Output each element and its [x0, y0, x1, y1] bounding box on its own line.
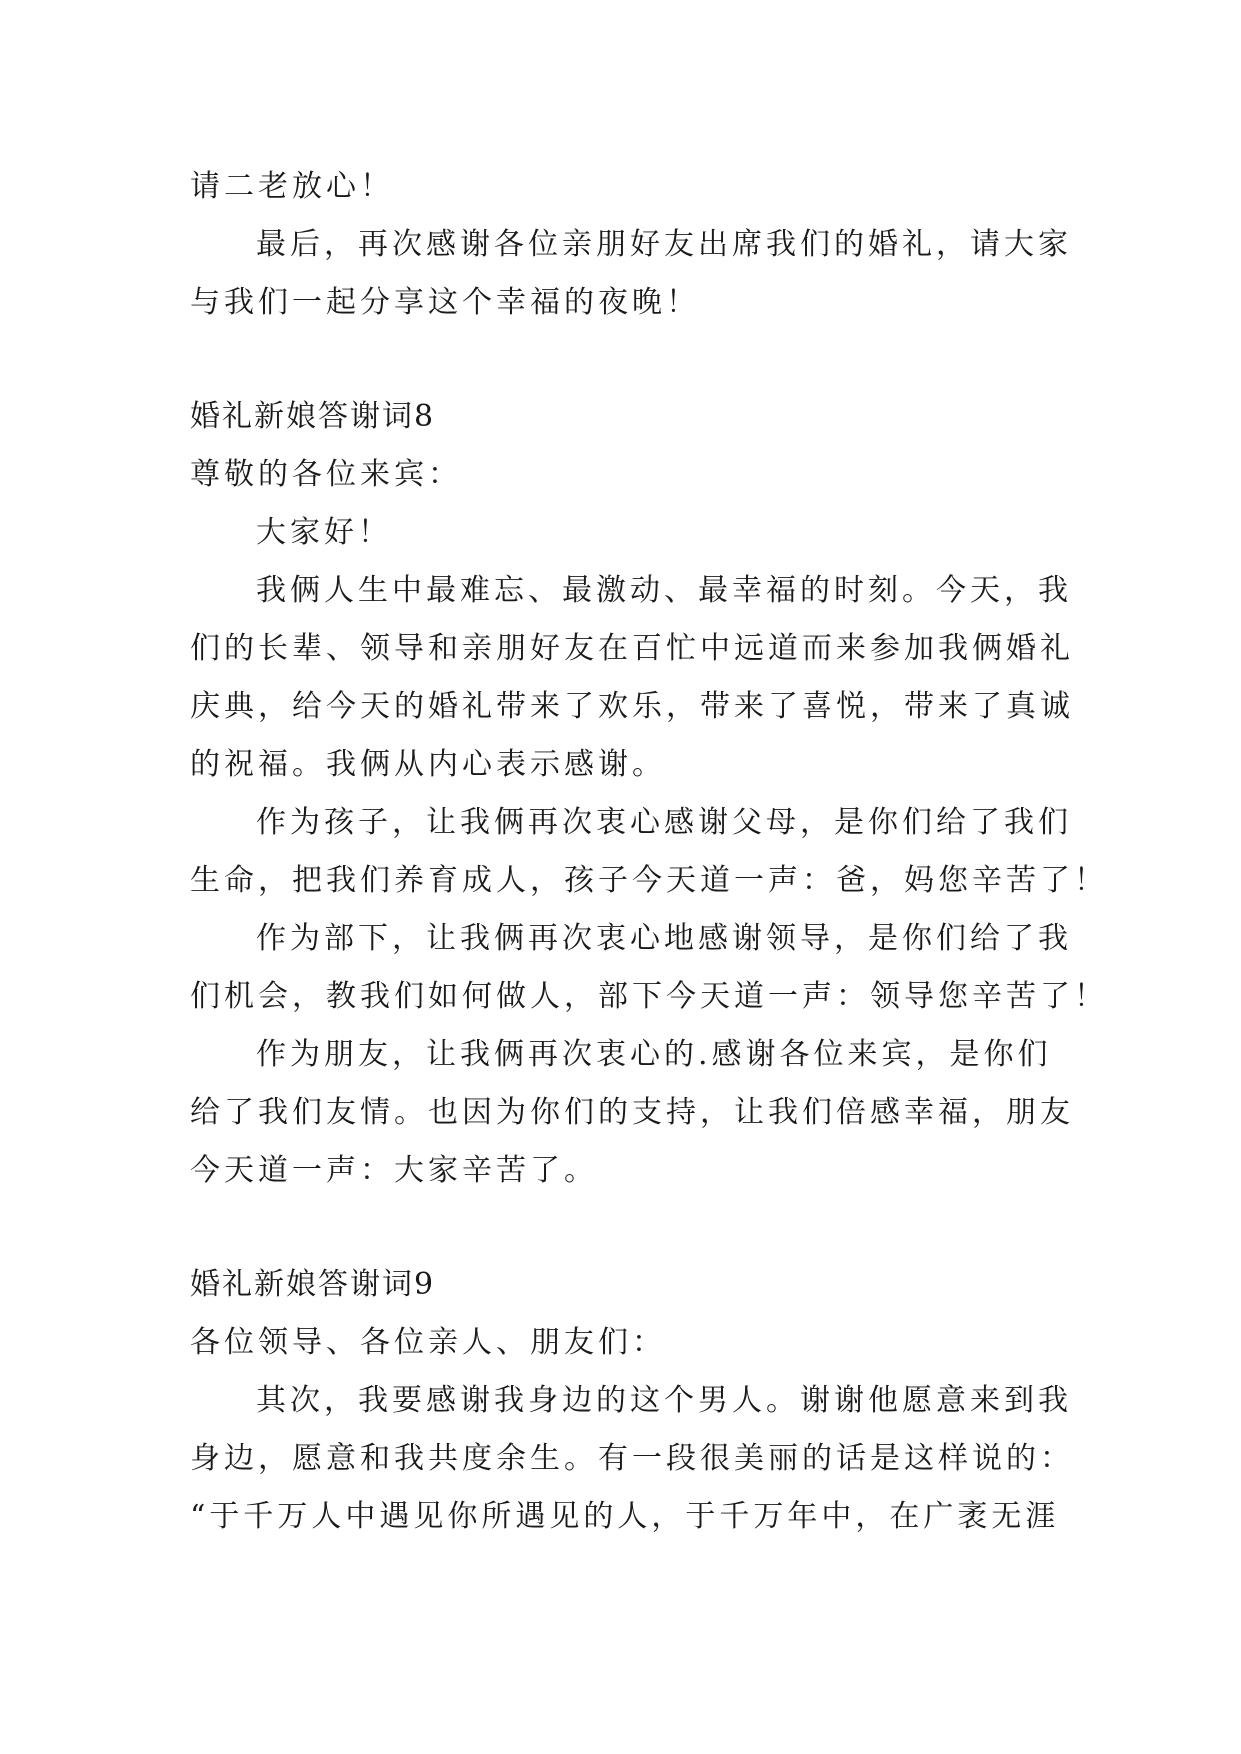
paragraph-first-line: 作为部下，让我俩再次衷心地感谢领导，是你们给了我: [256, 921, 1072, 956]
paragraph-first-line: 最后，再次感谢各位亲朋好友出席我们的婚礼，请大家: [256, 227, 1072, 262]
paragraph-first-line: 其次，我要感谢我身边的这个男人。谢谢他愿意来到我: [256, 1383, 1072, 1418]
paragraph-line: 请二老放心！: [190, 169, 394, 204]
paragraph-line: 们机会，教我们如何做人，部下今天道一声：领导您辛苦了！: [190, 979, 1108, 1014]
paragraph-line: “于千万人中遇见你所遇见的人，于千万年中，在广袤无涯: [190, 1499, 1060, 1534]
document-page: [190, 158, 1108, 1546]
paragraph-line: 尊敬的各位来宾：: [190, 457, 462, 492]
section-gap: [190, 1200, 1052, 1256]
section-gap: [190, 332, 1052, 388]
paragraph-line: 的祝福。我俩从内心表示感谢。: [190, 747, 666, 782]
paragraph-line: 今天道一声：大家辛苦了。: [190, 1153, 598, 1188]
paragraph-line: 与我们一起分享这个幸福的夜晚！: [190, 285, 700, 320]
paragraph-first-line: 我俩人生中最难忘、最激动、最幸福的时刻。今天，我: [256, 573, 1072, 608]
section-heading: 婚礼新娘答谢词9: [190, 1267, 436, 1302]
paragraph-line: 生命，把我们养育成人，孩子今天道一声：爸，妈您辛苦了！: [190, 863, 1108, 898]
paragraph-first-line: 作为孩子，让我俩再次衷心感谢父母，是你们给了我们: [256, 805, 1072, 840]
paragraph-line: 们的长辈、领导和亲朋好友在百忙中远道而来参加我俩婚礼: [190, 631, 1074, 666]
paragraph-first-line: 作为朋友，让我俩再次衷心的.感谢各位来宾，是你们: [256, 1037, 1052, 1072]
paragraph-line: 身边，愿意和我共度余生。有一段很美丽的话是这样说的：: [190, 1441, 1074, 1476]
paragraph-first-line: 大家好！: [256, 515, 392, 550]
paragraph-line: 庆典，给今天的婚礼带来了欢乐，带来了喜悦，带来了真诚: [190, 689, 1074, 724]
paragraph-line: 各位领导、各位亲人、朋友们：: [190, 1325, 666, 1360]
paragraph-line: 给了我们友情。也因为你们的支持，让我们倍感幸福，朋友: [190, 1095, 1074, 1130]
section-heading: 婚礼新娘答谢词8: [190, 399, 436, 434]
